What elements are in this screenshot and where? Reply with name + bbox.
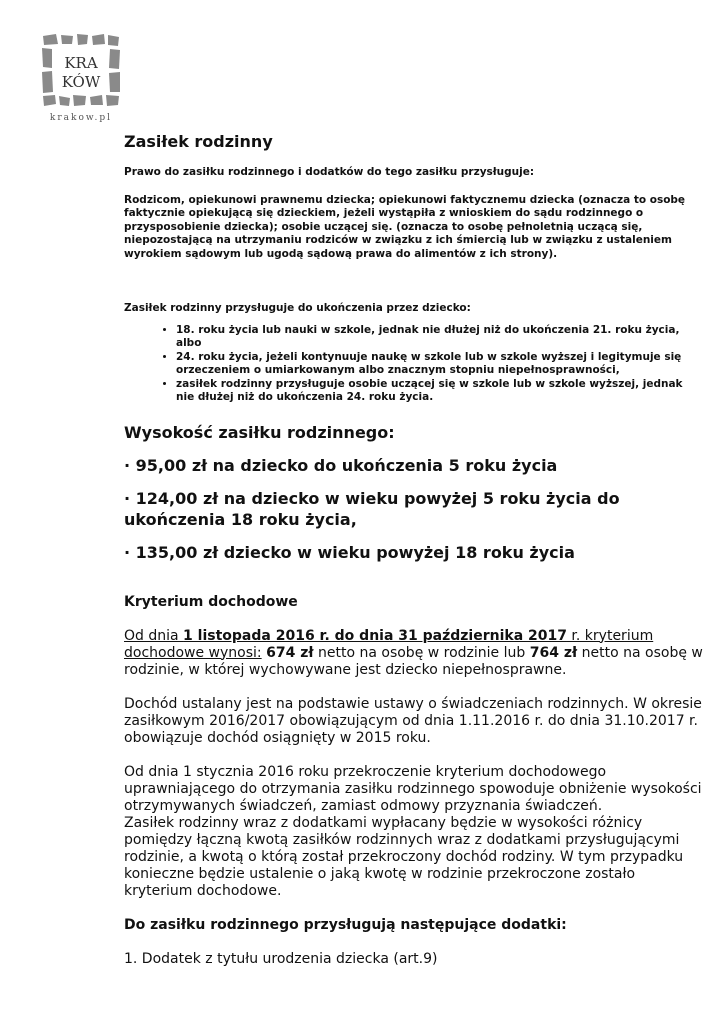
exceed-paragraph-2: Zasiłek rodzinny wraz z dodatkami wypłacany będzie w wysokości różnicy pomiędzy łączną kwotą zasiłków rodzinnych wraz z dodatkami przysługującymi rodzinie, a kwotą o którą został przekroczony dochód rodziny. W tym przypadku konieczne będzie ustalenie o jaką kwotę w rodzinie przekroczone zostało kryterium dochodowe. bbox=[124, 814, 684, 899]
supplements-heading: Do zasiłku rodzinnego przysługują następujące dodatki: bbox=[124, 916, 567, 933]
logo-text-line1: KRA bbox=[64, 54, 98, 72]
list-item: • 18. roku życia lub nauki w szkole, jednak nie dłużej niż do ukończenia 21. roku życia, albo bbox=[176, 324, 704, 351]
criterion-text: r. kryterium dochodowe wynosi: bbox=[124, 627, 654, 661]
krakow-logo-graphic bbox=[40, 32, 122, 124]
supplement-item: 1. Dodatek z tytułu urodzenia dziecka (art.9) bbox=[124, 950, 438, 967]
krakow-logo bbox=[40, 32, 122, 124]
entitled-heading: Prawo do zasiłku rodzinnego i dodatków do tego zasiłku przysługuje: bbox=[124, 166, 535, 178]
age-list bbox=[124, 324, 704, 405]
document-body bbox=[124, 132, 704, 968]
criterion-amount-1: 674 zł bbox=[266, 644, 314, 661]
list-item: • 24. roku życia, jeżeli kontynuuje naukę w szkole lub w szkole wyższej i legitymuje się orzeczeniem o umiarkowanym albo znacznym stopniu niepełnosprawności, bbox=[176, 351, 704, 378]
income-paragraph: Dochód ustalany jest na podstawie ustawy o świadczeniach rodzinnych. W okresie zasiłkowym 2016/2017 obowiązującym od dnia 1.11.2016 r. do dnia 31.10.2017 r. obowiązuje dochód osiągnięty w 2015 roku. bbox=[124, 695, 702, 746]
page-title: Zasiłek rodzinny bbox=[124, 132, 273, 151]
criterion-heading: Kryterium dochodowe bbox=[124, 593, 298, 610]
amount-heading: Wysokość zasiłku rodzinnego: bbox=[124, 422, 395, 442]
criterion-text: netto na osobę w rodzinie lub bbox=[313, 644, 530, 661]
amount-item: · 135,00 zł dziecko w wieku powyżej 18 roku życia bbox=[124, 542, 575, 562]
list-item: • zasiłek rodzinny przysługuje osobie uczącej się w szkole lub w szkole wyższej, jednak nie dłużej niż do ukończenia 24. roku życia. bbox=[176, 378, 704, 405]
amount-item: · 95,00 zł na dziecko do ukończenia 5 roku życia bbox=[124, 455, 558, 475]
exceed-paragraph-1: Od dnia 1 stycznia 2016 roku przekroczenie kryterium dochodowego uprawniającego do otrzymania zasiłku rodzinnego spowoduje obniżenie wysokości otrzymywanych świadczeń, zamiast odmowy przyznania świadczeń. bbox=[124, 763, 702, 814]
criterion-text: netto na osobę w rodzinie, w której wychowywane jest dziecko niepełnosprawne. bbox=[124, 644, 703, 678]
logo-text-line2: KÓW bbox=[61, 73, 101, 91]
criterion-text: Od dnia bbox=[124, 627, 184, 644]
logo-url: krakow.pl bbox=[49, 113, 113, 123]
criterion-amount-2: 764 zł bbox=[529, 644, 578, 661]
criterion-paragraph bbox=[124, 628, 704, 679]
age-heading: Zasiłek rodzinny przysługuje do ukończenia przez dziecko: bbox=[124, 302, 471, 314]
criterion-dates: 1 listopada 2016 r. do dnia 31 października 2017 bbox=[183, 627, 567, 644]
amount-item: · 124,00 zł na dziecko w wieku powyżej 5 roku życia do ukończenia 18 roku życia, bbox=[124, 488, 620, 529]
entitled-body: Rodzicom, opiekunowi prawnemu dziecka; opiekunowi faktycznemu dziecka (oznacza to osobę faktycznie opiekującą się dzieckiem, jeżeli wystąpiła z wnioskiem do sądu rodzinnego o przysposobienie dziecka); osobie uczącej się. (oznacza to osobę pełnoletnią uczącą się, niepozostającą na utrzymaniu rodziców w związku z ich śmiercią lub w związku z ustaleniem wyrokiem sądowym lub ugodą sądową prawa do alimentów z ich strony). bbox=[124, 193, 686, 260]
